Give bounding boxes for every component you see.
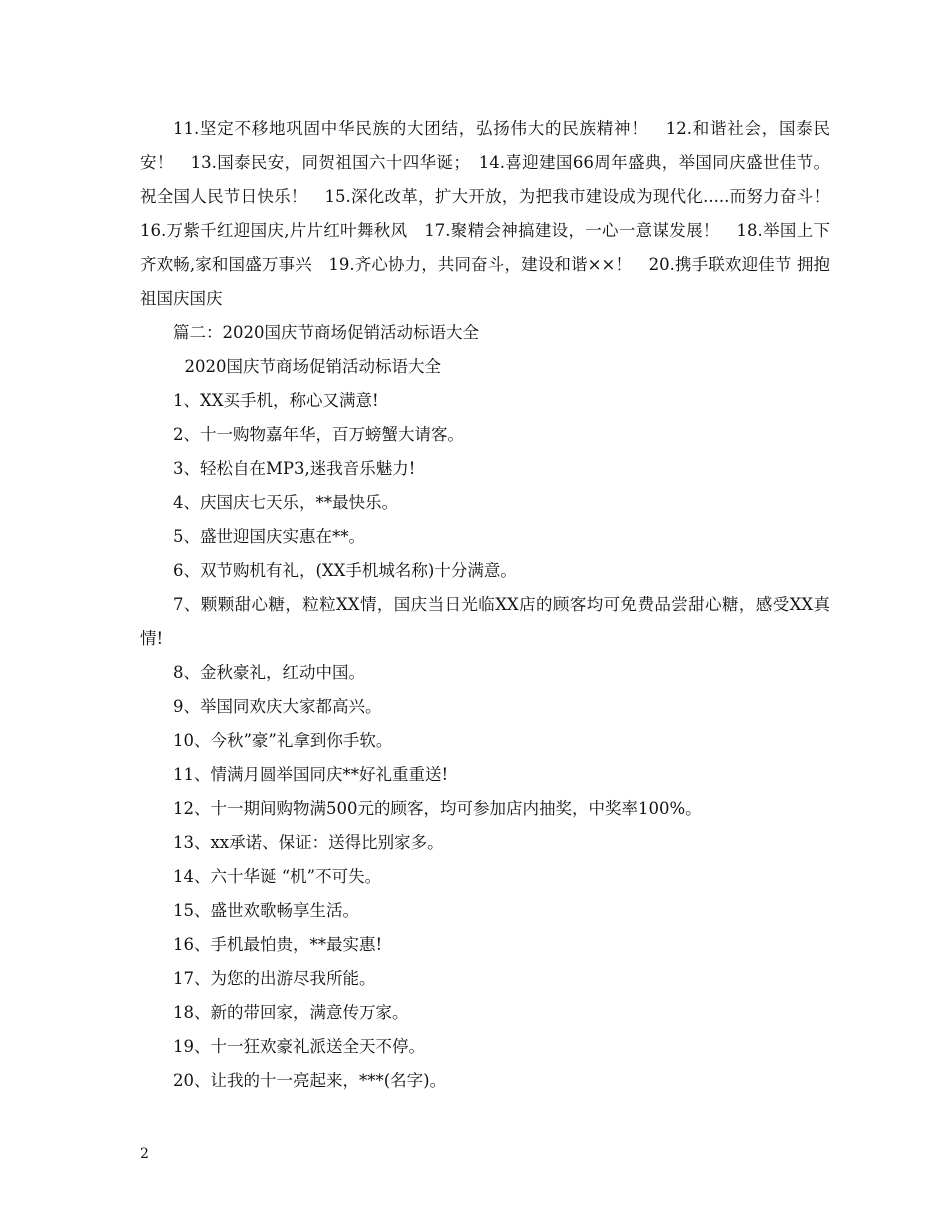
list-item: 6、双节购机有礼，(XX手机城名称)十分满意。 — [173, 561, 517, 580]
list-item: 14、六十华诞 “机”不可失。 — [173, 867, 382, 886]
list-item: 18、新的带回家，满意传万家。 — [173, 1003, 409, 1022]
list-item: 11、情满月圆举国同庆**好礼重重送! — [173, 765, 449, 784]
document-page — [140, 112, 847, 1098]
list-item: 19、十一狂欢豪礼派送全天不停。 — [173, 1037, 425, 1056]
list-item: 17、为您的出游尽我所能。 — [173, 969, 376, 988]
list-item: 9、举国同欢庆大家都高兴。 — [173, 697, 382, 716]
list-item: 20、让我的十一亮起来，***(名字)。 — [173, 1071, 447, 1090]
list-item: 13、xx承诺、保证：送得比别家多。 — [173, 833, 444, 852]
list-item: 5、盛世迎国庆实惠在**。 — [173, 527, 365, 546]
list-item: 2、十一购物嘉年华，百万螃蟹大请客。 — [173, 425, 464, 444]
section-subtitle: 2020国庆节商场促销活动标语大全 — [184, 357, 442, 376]
list-item: 8、金秋豪礼，红动中国。 — [173, 663, 365, 682]
list-item: 1、XX买手机，称心又满意! — [173, 391, 379, 410]
list-item: 10、今秋”豪”礼拿到你手软。 — [173, 731, 393, 750]
list-item: 12、十一期间购物满500元的顾客，均可参加店内抽奖，中奖率100%。 — [173, 799, 702, 818]
slogan-paragraph: 11.坚定不移地巩固中华民族的大团结，弘扬伟大的民族精神！ 12.和谐社会，国泰民安！ 13.国泰民安，同贺祖国六十四华诞； 14.喜迎建国66周年盛典，举国同庆盛世佳节。祝全国人民节日快乐！ 15.深化改革，扩大开放，为把我市建设成为现代化.....而努力奋斗！ 16.万紫千红迎国庆,片片红叶舞秋风 17.聚精会神搞建设，一心一意谋发展！ 18.举国上下齐欢畅,家和国盛万事兴 19.齐心协力，共同奋斗，建设和谐××！ 20.携手联欢迎佳节 拥抱祖国庆国庆 — [140, 119, 847, 308]
slogan-list — [140, 384, 830, 1098]
list-item: 16、手机最怕贵，**最实惠! — [173, 935, 383, 954]
list-item: 7、颗颗甜心糖，粒粒XX情，国庆当日光临XX店的顾客均可免费品尝甜心糖，感受XX真情! — [140, 595, 830, 648]
page-number: 2 — [140, 1146, 149, 1162]
section-heading: 篇二：2020国庆节商场促销活动标语大全 — [173, 323, 479, 342]
list-item: 15、盛世欢歌畅享生活。 — [173, 901, 359, 920]
list-item: 3、轻松自在MP3,迷我音乐魅力! — [173, 459, 416, 478]
list-item: 4、庆国庆七天乐，**最快乐。 — [173, 493, 398, 512]
